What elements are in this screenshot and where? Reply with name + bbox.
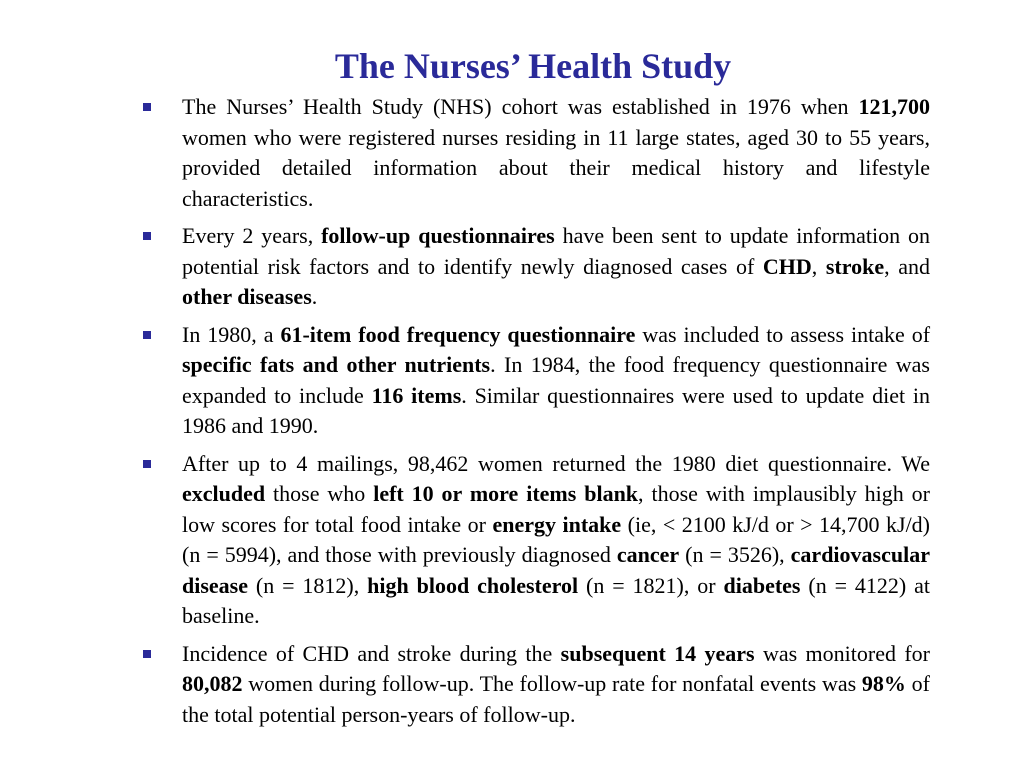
text-run: (n = 1821), or xyxy=(578,572,724,598)
bullet-text xyxy=(182,451,930,629)
bold-text-run: 116 items xyxy=(371,382,462,408)
text-run: Incidence of CHD and stroke during the xyxy=(182,640,561,666)
text-run: . xyxy=(311,284,318,309)
bold-text-run: 80,082 xyxy=(182,671,243,696)
bold-text-run: 61-item food frequency questionnaire xyxy=(280,321,636,347)
bullet-text xyxy=(182,223,930,309)
bold-text-run: excluded xyxy=(182,481,266,506)
square-bullet-icon xyxy=(143,103,151,111)
text-run: . Similar questionnaires were used to update diet in 1986 and 1990. xyxy=(182,382,930,438)
bold-text-run: stroke xyxy=(825,253,885,279)
bullet-text xyxy=(182,641,930,727)
text-run: have been sent to update information on potential risk factors and to identify newly diagnosed cases of xyxy=(182,223,931,279)
bold-text-run: 98% xyxy=(861,671,906,696)
text-run: (n = 3526), xyxy=(679,542,791,567)
text-run: In 1980, a xyxy=(182,321,281,347)
bold-text-run: cardiovascular disease xyxy=(182,542,930,598)
bold-text-run: 121,700 xyxy=(858,94,930,119)
text-run: (n = 4122) at baseline. xyxy=(182,572,931,628)
slide-title: The Nurses’ Health Study xyxy=(334,46,732,86)
square-bullet-icon xyxy=(143,331,151,339)
text-run: those who xyxy=(265,481,374,506)
text-run: After up to 4 mailings, 98,462 women returned the 1980 diet questionnaire. We xyxy=(182,450,930,476)
bullet-text xyxy=(182,322,930,439)
square-bullet-icon xyxy=(143,232,151,240)
text-run: women during follow-up. The follow-up rate for nonfatal events was xyxy=(242,671,862,696)
bold-text-run: left 10 or more items blank xyxy=(373,481,639,506)
bold-text-run: follow-up questionnaires xyxy=(321,223,555,248)
square-bullet-icon xyxy=(143,460,151,468)
bold-text-run: specific fats and other nutrients xyxy=(182,352,491,377)
bold-text-run: cancer xyxy=(616,542,680,567)
text-run: women who were registered nurses residing in 11 large states, aged 30 to 55 years, provided detailed information about their medical history and lifestyle characteristics. xyxy=(182,124,930,211)
text-run: Every 2 years, xyxy=(182,223,322,248)
bullet-item xyxy=(140,92,930,214)
bold-text-run: energy intake xyxy=(492,511,622,537)
text-run: , those with implausibly high or low scores for total food intake or xyxy=(182,481,930,537)
bold-text-run: other diseases xyxy=(182,284,312,309)
text-run: , xyxy=(811,253,826,279)
text-run: was monitored for xyxy=(754,640,931,666)
bullet-item xyxy=(140,449,930,632)
text-run: (ie, < 2100 kJ/d or > 14,700 kJ/d) (n = 5994), and those with previously diagnosed xyxy=(182,511,931,567)
text-run: of the total potential person-years of follow-up. xyxy=(182,671,930,727)
bullet-item xyxy=(140,320,930,442)
bullet-item xyxy=(140,639,930,731)
bullet-item xyxy=(140,221,930,313)
text-run: was included to assess intake of xyxy=(635,321,931,347)
bullet-list xyxy=(140,92,930,730)
bullet-text xyxy=(182,94,930,211)
text-run: , and xyxy=(884,253,931,279)
text-run: . In 1984, the food frequency questionnaire was expanded to include xyxy=(182,352,930,408)
bold-text-run: diabetes xyxy=(723,572,801,598)
bold-text-run: subsequent 14 years xyxy=(560,640,755,666)
text-run: The Nurses’ Health Study (NHS) cohort was established in 1976 when xyxy=(182,94,859,119)
text-run: (n = 1812), xyxy=(248,572,368,598)
bold-text-run: high blood cholesterol xyxy=(367,572,579,598)
bold-text-run: CHD xyxy=(762,253,812,279)
square-bullet-icon xyxy=(143,650,151,658)
